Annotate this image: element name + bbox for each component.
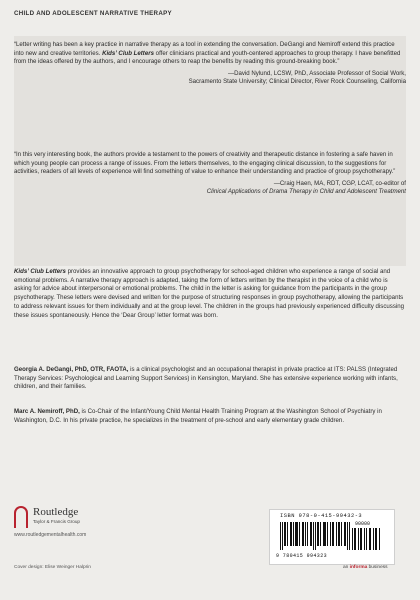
publisher-name: Routledge [33,506,79,518]
book-description: Kids’ Club Letters provides an innovative approach to group psychotherapy for school-aged children who experience a range of social and emotional problems. A narrative therapy approach is adapted, taking the form of letters written by the therapist in the voice of a child who is asking for advice about interpersonal or emotional problems. The child in the letter is asking for guidance from the participants in the group psychotherapy. These letters were devised and written for the purpose of structuring responses in group psychotherapy, allowing the participants to address relevant issues for them individually and at the group level. The children in the groups had previously experienced difficulty discussing these issues spontaneously. Hence the ‘Dear Group’ letter format was born. [14,268,404,319]
book-title: Kids’ Club Letters [14,268,66,275]
author-bio-1: Georgia A. DeGangi, PhD, OTR, FAOTA, is a clinical psychologist and an occupational therapist in private practice at ITS: PALSS (Integrated Therapy Services: Psychological and Learning Support Services) in Kensington, Maryland. She has extensive experience working with infants, children, and their families. [14,366,398,391]
informa-tagline: an informa business [343,565,388,570]
cover-design-credit: Cover design: Elise Weinger Halprin [14,565,91,570]
author-2-name: Marc A. Nemiroff, PhD, [14,408,80,415]
ean-barcode-icon [280,522,350,550]
isbn-barcode [269,509,395,565]
quote-1-text: “Letter writing has been a key practice in narrative therapy as a tool in extending the conversation. DeGangi and Nemiroff extend this practice into new and creative territories. Kids’ Club Letters offer clinicians practical and youth-centered approaches to group therapy. I have benefitted from the ideas offered by the authors, and I encourage others to reap the benefits by reading this ground-breaking book.” [14,41,401,66]
quote-1-attribution: —David Nylund, LCSW, PhD, Associate Professor of Social Work, Sacramento State University; Clinical Director, River Rock Counseling, California [188,69,406,86]
endorsement-quote-2 [14,146,406,266]
informa-brand: informa [349,565,368,570]
quote-2-attribution: —Craig Haen, MA, RDT, CGP, LCAT, co-editor of Clinical Applications of Drama Therapy in Child and Adolescent Treatment [206,179,406,196]
publisher-url: www.routledgementalhealth.com [14,532,87,538]
ean-digits: 9 780415 994323 [276,553,328,559]
addon-barcode-icon [352,528,382,550]
routledge-r-icon [14,506,28,528]
endorsement-quote-1 [14,36,406,146]
author-bio-2: Marc A. Nemiroff, PhD, is Co-Chair of the Infant/Young Child Mental Health Training Program at the Washington School of Psychiatry in Washington, D.C. In his private practice, he specializes in the treatment of pre-school and early elementary grade children. [14,408,382,424]
publisher-logo [14,504,154,540]
quote-2-text: “In this very interesting book, the authors provide a testament to the powers of creativity and therapeutic distance in fostering a safe haven in which young people can process a range of issues. From the letters themselves, to the engaging clinical discussion, to the suggestions for activities, readers of all levels of experience will find something of value to enhance their understanding and practice of group psychotherapy.” [14,151,396,176]
author-1-name: Georgia A. DeGangi, PhD, OTR, FAOTA, [14,366,129,373]
series-label: CHILD AND ADOLESCENT NARRATIVE THERAPY [14,10,172,17]
book-title-inline: Kids’ Club Letters [102,49,154,57]
price-code: 90000 [355,521,371,527]
isbn-number: ISBN 978-0-415-99432-3 [280,513,363,519]
publisher-group: Taylor & Francis Group [33,519,80,524]
